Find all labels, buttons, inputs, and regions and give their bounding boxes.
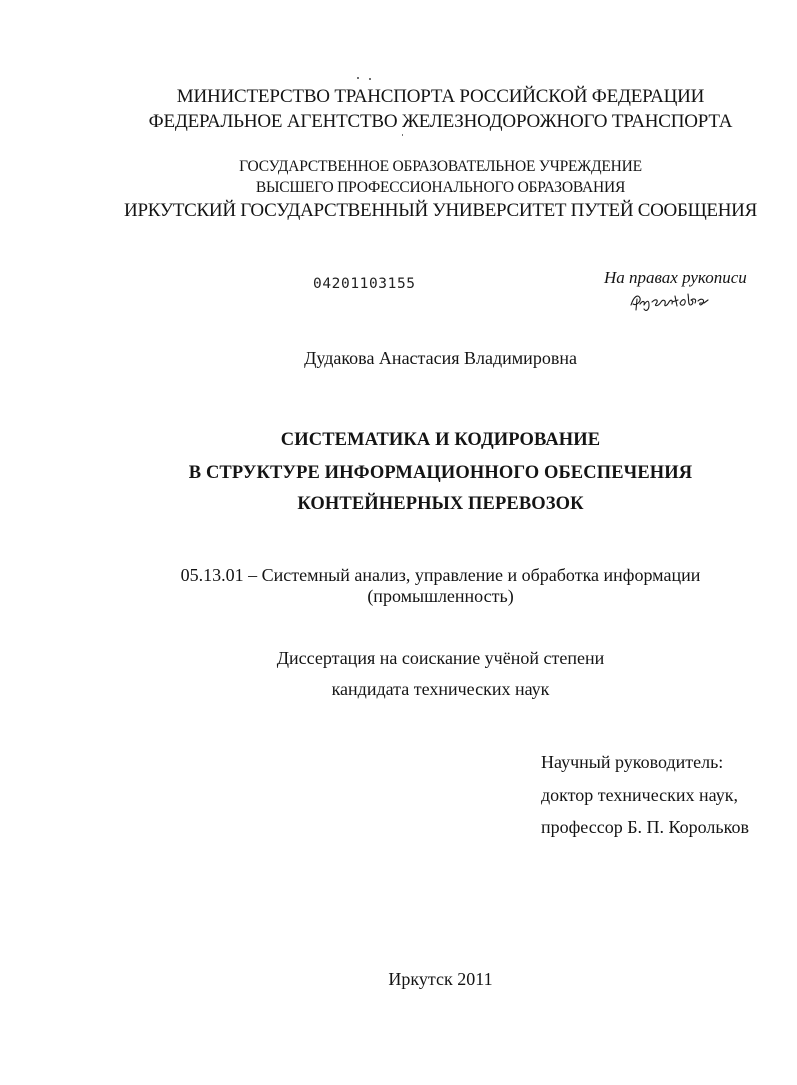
ministry-line-2: ФЕДЕРАЛЬНОЕ АГЕНТСТВО ЖЕЛЕЗНОДОРОЖНОГО ТРАНСПОРТА <box>148 111 733 132</box>
city-year: Иркутск 2011 <box>388 969 493 989</box>
university-name: ИРКУТСКИЙ ГОСУДАРСТВЕННЫЙ УНИВЕРСИТЕТ ПУТЕЙ СООБЩЕНИЯ <box>124 200 757 221</box>
specialty-field: (промышленность) <box>367 586 514 606</box>
handwritten-signature <box>628 288 724 314</box>
dissertation-title-line-1: СИСТЕМАТИКА И КОДИРОВАНИЕ <box>280 430 601 450</box>
specialty-code: 05.13.01 – Системный анализ, управление и обработка информации <box>180 565 701 585</box>
supervisor-degree: доктор технических наук, <box>541 785 738 805</box>
scan-speck <box>357 77 359 79</box>
supervisor-name: профессор Б. П. Корольков <box>541 817 749 837</box>
scan-speck <box>402 134 403 136</box>
dissertation-title-line-3: КОНТЕЙНЕРНЫХ ПЕРЕВОЗОК <box>297 494 584 514</box>
institution-line-2: ВЫСШЕГО ПРОФЕССИОНАЛЬНОГО ОБРАЗОВАНИЯ <box>255 179 626 196</box>
rights-note: На правах рукописи <box>604 268 747 287</box>
dissertation-title-line-2: В СТРУКТУРЕ ИНФОРМАЦИОННОГО ОБЕСПЕЧЕНИЯ <box>188 463 693 483</box>
scan-speck <box>369 78 371 80</box>
degree-line-1: Диссертация на соискание учёной степени <box>276 648 605 668</box>
supervisor-label: Научный руководитель: <box>541 752 724 772</box>
registration-number: 04201103155 <box>313 276 416 292</box>
institution-line-1: ГОСУДАРСТВЕННОЕ ОБРАЗОВАТЕЛЬНОЕ УЧРЕЖДЕНИЕ <box>239 158 642 175</box>
degree-line-2: кандидата технических наук <box>331 679 550 699</box>
author-name: Дудакова Анастасия Владимировна <box>304 348 577 368</box>
ministry-line-1: МИНИСТЕРСТВО ТРАНСПОРТА РОССИЙСКОЙ ФЕДЕРАЦИИ <box>176 86 705 107</box>
